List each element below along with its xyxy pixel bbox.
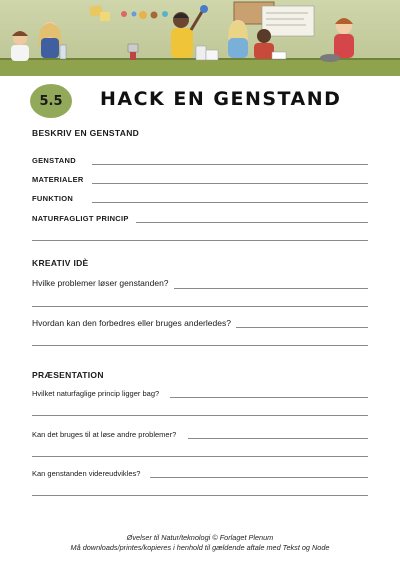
question-develop-further: Kan genstanden videreudvikles?: [32, 469, 141, 478]
field-label-principle: NATURFAGLIGT PRINCIP: [32, 214, 129, 223]
page-title: HACK EN GENSTAND: [100, 88, 342, 110]
footer-license: Må downloads/printes/kopieres i henhold til gældende aftale med Tekst og Node: [70, 543, 330, 552]
field-line-object[interactable]: [92, 164, 368, 165]
section-heading-presentation: PRÆSENTATION: [32, 370, 104, 380]
answer-line-develop-1[interactable]: [150, 477, 368, 478]
footer-copyright: Øvelser til Natur/teknologi © Forlaget Plenum: [126, 533, 274, 542]
field-label-function: FUNKTION: [32, 194, 74, 203]
section-heading-describe: BESKRIV EN GENSTAND: [32, 128, 140, 138]
answer-line-principle-1[interactable]: [170, 397, 368, 398]
question-principle-behind: Hvilket naturfaglige princip ligger bag?: [32, 389, 160, 398]
field-line-principle[interactable]: [136, 222, 368, 223]
question-improve: Hvordan kan den forbedres eller bruges anderledes?: [32, 318, 231, 328]
answer-line-problems-1[interactable]: [174, 288, 368, 289]
question-other-problems: Kan det bruges til at løse andre problemer?: [32, 430, 177, 439]
exercise-number: 5.5: [39, 93, 63, 109]
answer-line-other-1[interactable]: [188, 438, 368, 439]
answer-line-other-2[interactable]: [32, 456, 368, 457]
field-line-materials[interactable]: [92, 183, 368, 184]
field-line-principle-extra[interactable]: [32, 240, 368, 241]
answer-line-principle-2[interactable]: [32, 415, 368, 416]
answer-line-problems-2[interactable]: [32, 306, 368, 307]
answer-line-improve-2[interactable]: [32, 345, 368, 346]
children-illustration: [0, 0, 400, 76]
answer-line-improve-1[interactable]: [236, 327, 368, 328]
exercise-number-badge: [30, 84, 72, 118]
field-label-object: GENSTAND: [32, 156, 76, 165]
field-line-function[interactable]: [92, 202, 368, 203]
answer-line-develop-2[interactable]: [32, 495, 368, 496]
question-problems-solved: Hvilke problemer løser genstanden?: [32, 278, 169, 288]
section-heading-creative: KREATIV IDÈ: [32, 258, 89, 268]
field-label-materials: MATERIALER: [32, 175, 84, 184]
header-illustration: [0, 0, 400, 76]
